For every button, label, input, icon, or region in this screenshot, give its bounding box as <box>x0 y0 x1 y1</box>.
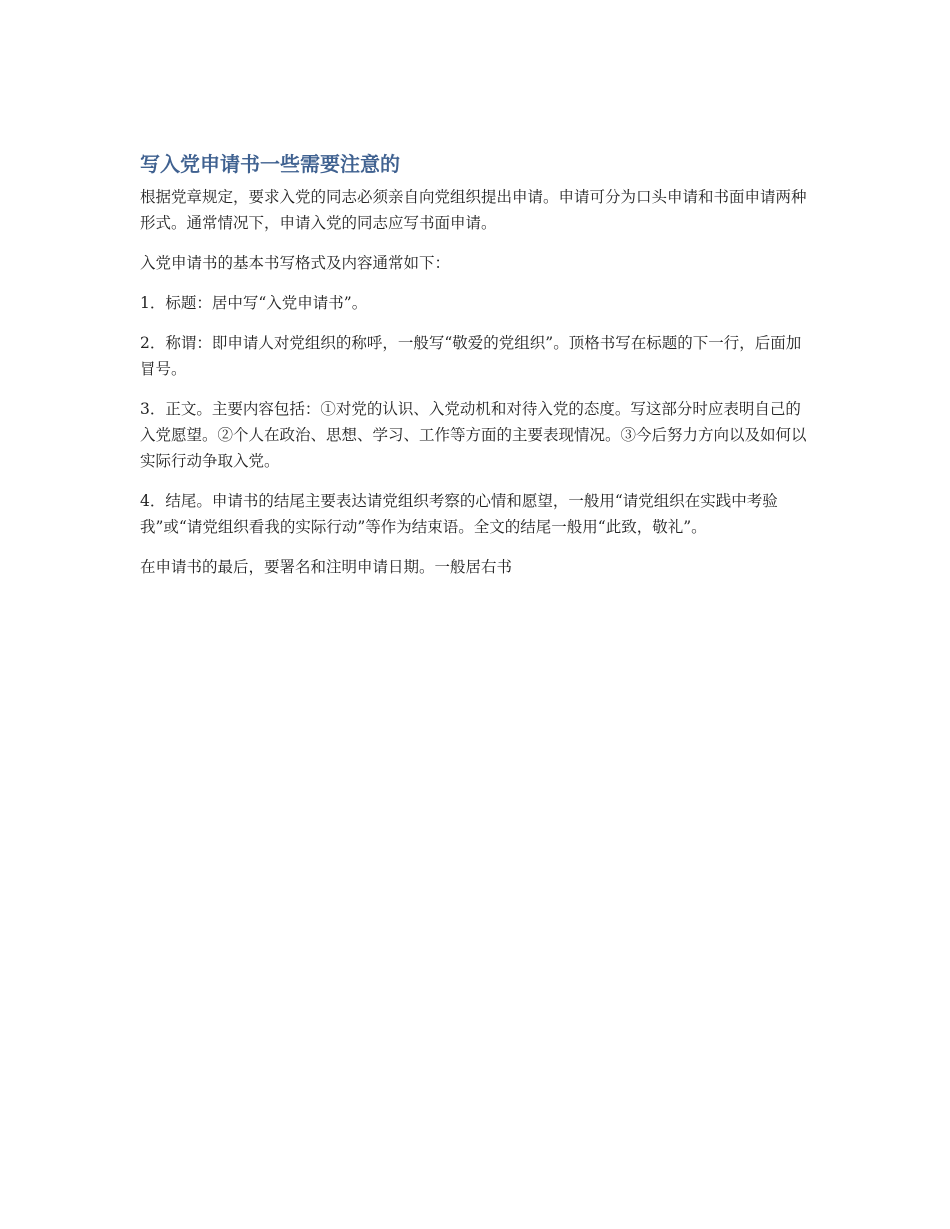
paragraph-item-ending: 4．结尾。申请书的结尾主要表达请党组织考察的心情和愿望，一般用“请党组织在实践中考验我”或“请党组织看我的实际行动”等作为结束语。全文的结尾一般用“此致，敬礼”。 <box>140 492 778 536</box>
paragraph-item-body: 3．正文。主要内容包括：①对党的认识、入党动机和对待入党的态度。写这部分时应表明自己的入党愿望。②个人在政治、思想、学习、工作等方面的主要表现情况。③今后努力方向以及如何以实际行动争取入党。 <box>140 400 807 470</box>
paragraph-signature: 在申请书的最后，要署名和注明申请日期。一般居右书 <box>140 558 513 576</box>
document-title: 写入党申请书一些需要注意的 <box>140 152 400 176</box>
paragraph-intro: 根据党章规定，要求入党的同志必须亲自向党组织提出申请。申请可分为口头申请和书面申请两种形式。通常情况下，申请入党的同志应写书面申请。 <box>140 188 807 232</box>
document-body <box>140 150 810 594</box>
paragraph-format-intro: 入党申请书的基本书写格式及内容通常如下： <box>140 254 451 272</box>
paragraph-item-title: 1．标题：居中写“入党申请书”。 <box>140 294 368 312</box>
paragraph-item-salutation: 2．称谓：即申请人对党组织的称呼，一般写“敬爱的党组织”。顶格书写在标题的下一行，后面加冒号。 <box>140 334 802 378</box>
